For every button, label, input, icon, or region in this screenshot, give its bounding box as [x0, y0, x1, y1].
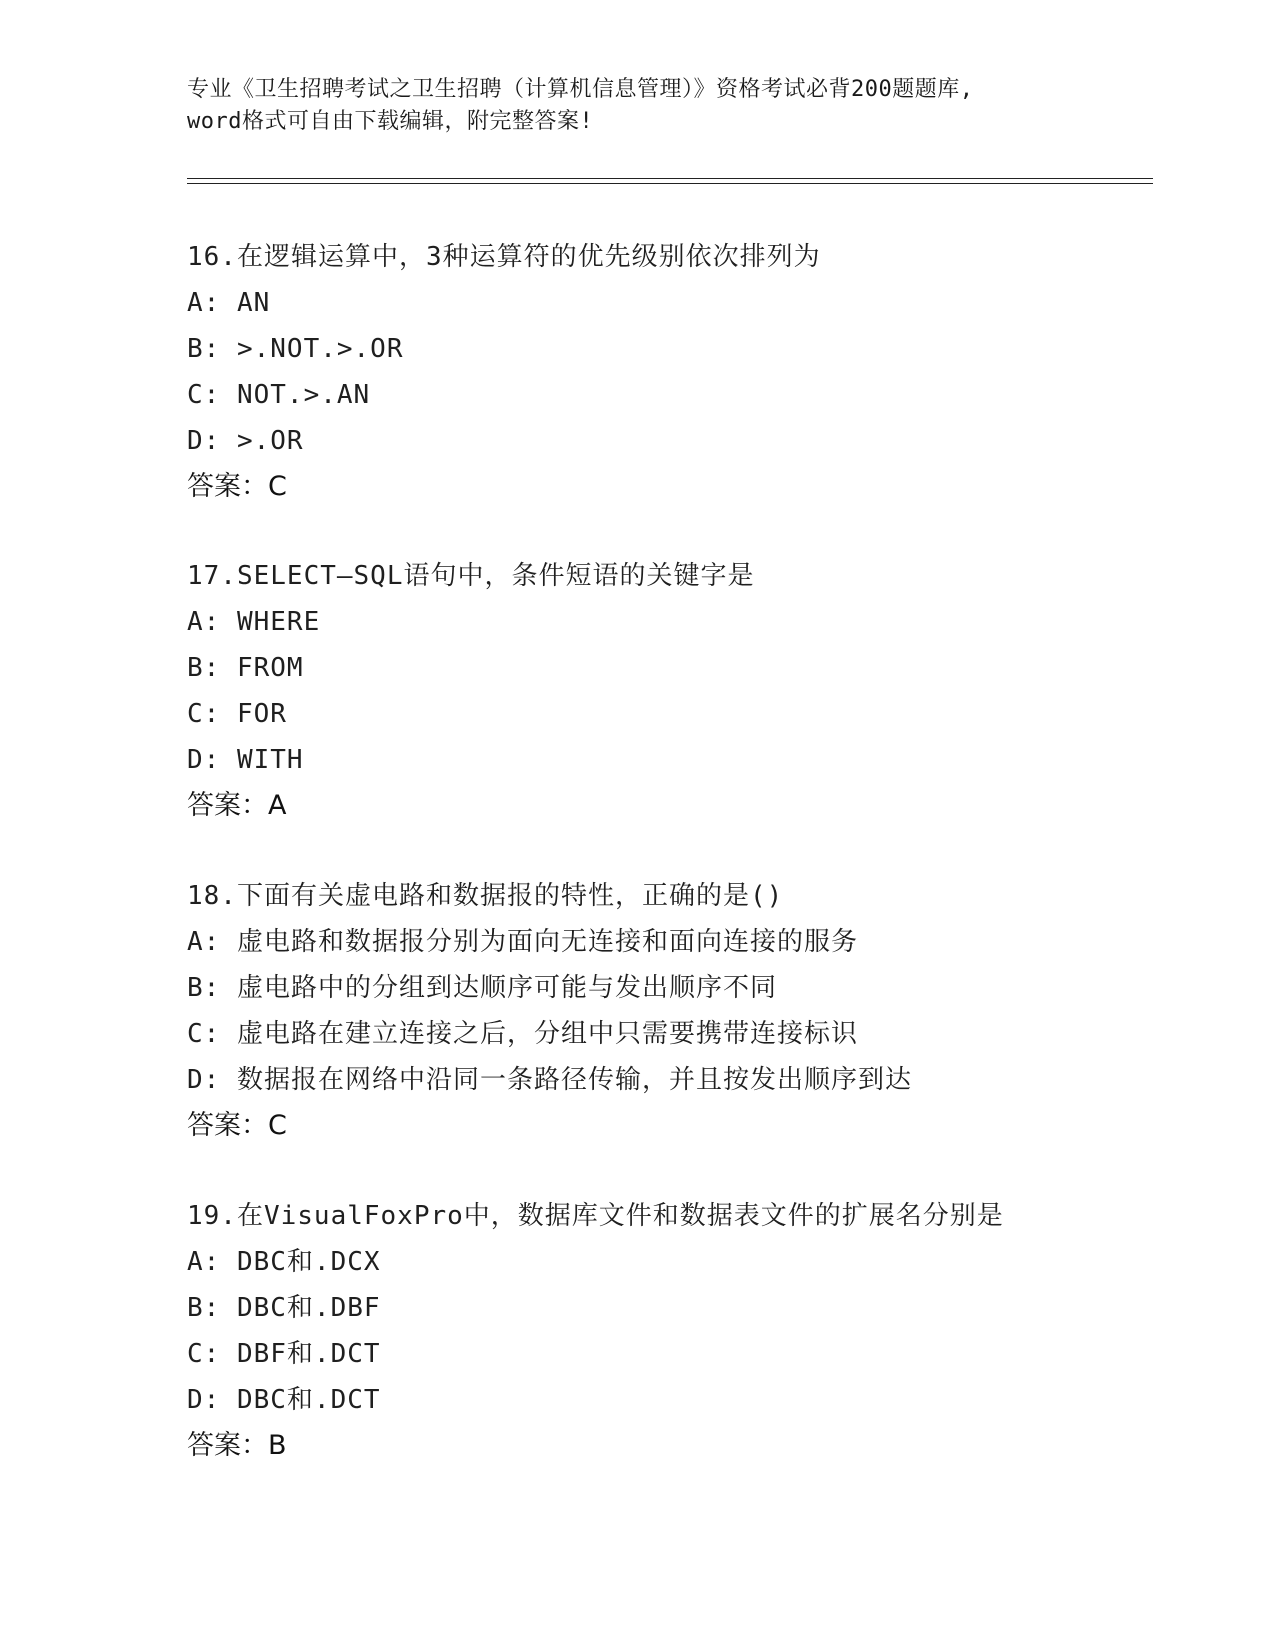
option-a: A: DBC和.DCX — [187, 1247, 381, 1277]
answer: 答案：C — [187, 1110, 287, 1141]
option-c: C: 虚电路在建立连接之后，分组中只需要携带连接标识 — [187, 1019, 858, 1049]
option-d: D: DBC和.DCT — [187, 1385, 381, 1415]
option-b: B: DBC和.DBF — [187, 1293, 381, 1323]
answer: 答案：C — [187, 471, 287, 502]
question-title: 18.下面有关虚电路和数据报的特性，正确的是() — [187, 881, 784, 911]
option-d: D: WITH — [187, 745, 304, 775]
question-19 — [187, 1193, 1147, 1469]
header-divider-bottom — [187, 183, 1153, 184]
question-title: 17.SELECT—SQL语句中，条件短语的关键字是 — [187, 561, 755, 591]
option-a: A: WHERE — [187, 607, 321, 637]
question-18 — [187, 873, 1147, 1149]
header-line-1: 专业《卫生招聘考试之卫生招聘（计算机信息管理）》资格考试必背200题题库, — [187, 77, 974, 102]
option-b: B: 虚电路中的分组到达顺序可能与发出顺序不同 — [187, 973, 777, 1003]
option-b: B: FROM — [187, 653, 304, 683]
option-d: D: >.OR — [187, 426, 304, 456]
document-header — [187, 74, 1087, 138]
option-a: A: AN — [187, 288, 271, 318]
option-c: C: FOR — [187, 699, 287, 729]
answer: 答案：A — [187, 790, 287, 821]
header-divider-top — [187, 178, 1153, 179]
question-title: 19.在VisualFoxPro中，数据库文件和数据表文件的扩展名分别是 — [187, 1201, 1004, 1231]
question-16 — [187, 234, 1147, 510]
answer: 答案：B — [187, 1430, 287, 1461]
option-c: C: DBF和.DCT — [187, 1339, 381, 1369]
header-line-2: word格式可自由下载编辑，附完整答案! — [187, 109, 594, 134]
question-17 — [187, 553, 1147, 829]
question-title: 16.在逻辑运算中，3种运算符的优先级别依次排列为 — [187, 242, 821, 272]
option-a: A: 虚电路和数据报分别为面向无连接和面向连接的服务 — [187, 927, 858, 957]
option-c: C: NOT.>.AN — [187, 380, 371, 410]
option-b: B: >.NOT.>.OR — [187, 334, 404, 364]
option-d: D: 数据报在网络中沿同一条路径传输，并且按发出顺序到达 — [187, 1065, 912, 1095]
